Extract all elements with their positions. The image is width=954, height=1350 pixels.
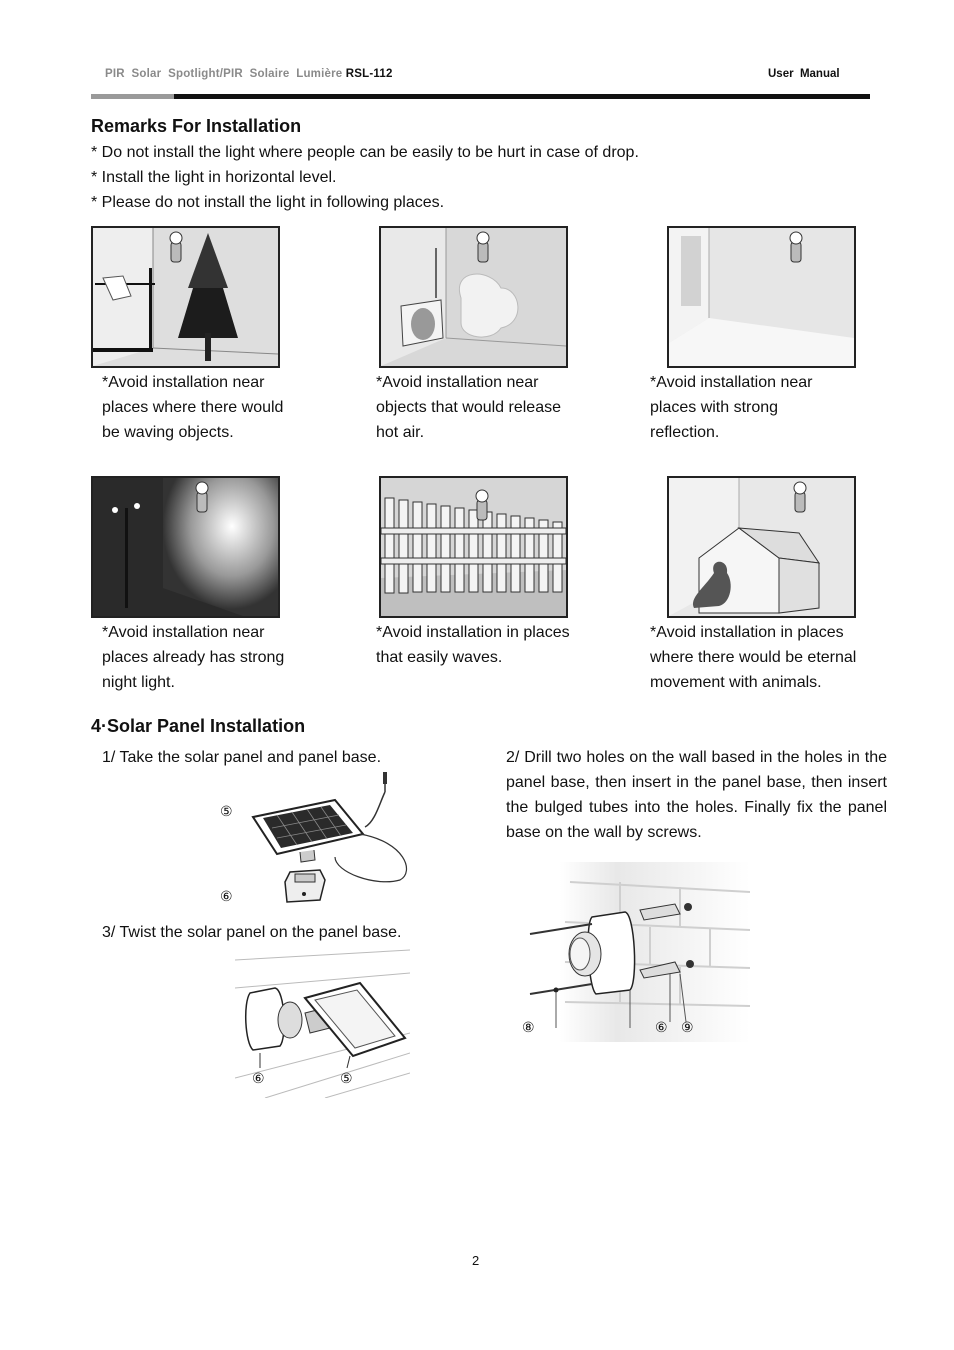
caption-line: objects that would release (376, 399, 561, 416)
caption-line: reflection. (650, 424, 720, 441)
step-3-text: 3/ Twist the solar panel on the panel base. (102, 924, 402, 941)
avoid-caption (650, 370, 880, 445)
caption-line: *Avoid installation near (650, 374, 813, 391)
avoid-caption (376, 620, 616, 670)
reflective-wall-illustration (667, 226, 856, 368)
caption-line: that easily waves. (376, 649, 503, 666)
caption-line: *Avoid installation near (102, 624, 265, 641)
remarks-bullet: * Do not install the light where people can be easily to be hurt in case of drop. (91, 144, 639, 161)
caption-line: night light. (102, 674, 175, 691)
waving-tree-illustration (91, 226, 280, 368)
label-panel: ⑤ (340, 1070, 353, 1086)
page-number: 2 (472, 1253, 480, 1268)
header-rule-accent (91, 94, 174, 99)
label-tube: ⑨ (681, 1019, 694, 1035)
wall-mount-illustration (520, 862, 750, 1042)
label-base: ⑥ (252, 1070, 265, 1086)
avoid-caption (102, 370, 332, 445)
header-rule (174, 94, 870, 99)
header-product-line: PIR Solar Spotlight/PIR Solaire Lumière (105, 68, 343, 80)
label-panel: ⑤ (220, 803, 233, 819)
label-base: ⑥ (655, 1019, 668, 1035)
remarks-bullet: * Please do not install the light in following places. (91, 194, 445, 211)
header-model: RSL-112 (345, 68, 393, 80)
avoid-caption (650, 620, 890, 695)
caption-line: where there would be eternal (650, 649, 857, 666)
remarks-title: Remarks For Installation (91, 116, 302, 136)
header-product (105, 68, 393, 80)
caption-line: *Avoid installation in places (650, 624, 844, 641)
caption-line: places where there would (102, 399, 284, 416)
step-1-text: 1/ Take the solar panel and panel base. (102, 749, 382, 766)
caption-line: hot air. (376, 424, 425, 441)
step-2-text: 2/ Drill two holes on the wall based in the holes in the panel base, then insert in the panel base, then insert the bulged tubes into the holes. Finally fix the panel base on the wall by screws. (506, 749, 887, 841)
caption-line: *Avoid installation near (376, 374, 539, 391)
air-conditioner-illustration (379, 226, 568, 368)
caption-line: places already has strong (102, 649, 285, 666)
caption-line: be waving objects. (102, 424, 234, 441)
caption-line: movement with animals. (650, 674, 822, 691)
caption-line: *Avoid installation in places (376, 624, 570, 641)
panel-and-base-illustration (215, 772, 415, 907)
caption-line: places with strong (650, 399, 779, 416)
avoid-caption (376, 370, 606, 445)
label-screw: ⑧ (522, 1019, 535, 1035)
avoid-caption (102, 620, 332, 695)
fence-illustration (379, 476, 568, 618)
dog-house-illustration (667, 476, 856, 618)
caption-line: *Avoid installation near (102, 374, 265, 391)
remarks-bullet: * Install the light in horizontal level. (91, 169, 337, 186)
header-doc-type: User Manual (768, 68, 840, 80)
solar-title: 4·Solar Panel Installation (91, 716, 306, 736)
label-base: ⑥ (220, 888, 233, 904)
street-light-illustration (91, 476, 280, 618)
